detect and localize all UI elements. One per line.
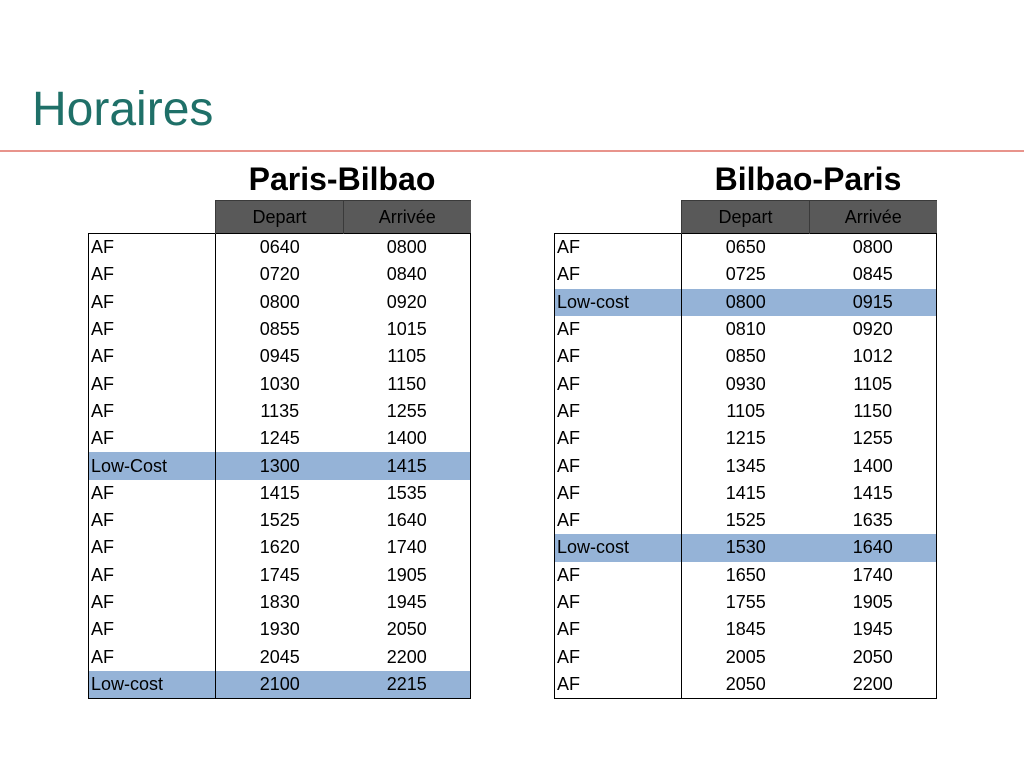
depart-time-cell: 0800: [259, 291, 300, 312]
table-row: [555, 589, 937, 616]
table-header-row: [89, 201, 471, 234]
carrier-cell: AF: [555, 616, 682, 643]
bilbao-paris-table: [554, 200, 937, 699]
bilbao-paris-heading: Bilbao-Paris: [714, 161, 902, 197]
table-row: [89, 671, 471, 699]
arrival-time-cell: 1400: [810, 452, 937, 479]
table-row: [89, 316, 471, 343]
table-row: [555, 671, 937, 699]
depart-time-cell: 0640: [216, 234, 344, 262]
carrier-cell: AF: [555, 562, 682, 589]
arrival-time-cell: 1012: [810, 343, 937, 370]
table-row: [555, 398, 937, 425]
carrier-column-header: [89, 201, 216, 234]
table-header-row: [555, 201, 937, 234]
depart-time-cell: 1525: [725, 510, 766, 531]
carrier-cell: Low-Cost: [89, 452, 216, 479]
carrier-cell: Low-cost: [89, 671, 216, 699]
depart-time-cell: 2005: [725, 646, 766, 667]
depart-time-cell: 0930: [725, 373, 766, 394]
depart-time-cell: 1135: [260, 400, 300, 421]
depart-time-cell: 2050: [682, 671, 810, 699]
table-row: [89, 507, 471, 534]
table-row: [555, 643, 937, 670]
carrier-cell: AF: [555, 425, 682, 452]
table-row: [555, 507, 937, 534]
carrier-cell: AF: [89, 316, 216, 343]
arrivee-column-header: Arrivée: [344, 201, 471, 234]
table-row: [89, 562, 471, 589]
arrival-time-cell: 0920: [810, 316, 937, 343]
carrier-cell: AF: [555, 452, 682, 479]
carrier-cell: AF: [555, 589, 682, 616]
depart-time-cell: 1245: [259, 428, 300, 449]
depart-time-cell: 1650: [725, 564, 766, 585]
depart-time-cell: 1415: [725, 482, 766, 503]
table-row: [555, 616, 937, 643]
depart-time-cell: 1105: [726, 400, 766, 421]
table-row: [89, 261, 471, 288]
table-row: [555, 534, 937, 561]
arrival-time-cell: 0840: [344, 261, 471, 288]
carrier-cell: AF: [89, 425, 216, 452]
depart-time-cell: 2045: [259, 646, 300, 667]
arrival-time-cell: 1150: [810, 398, 937, 425]
title-divider: [0, 150, 1024, 152]
table-row: [89, 398, 471, 425]
table-row: [555, 343, 937, 370]
arrival-time-cell: 2200: [344, 643, 471, 670]
table-row: [89, 534, 471, 561]
arrival-time-cell: 1740: [810, 562, 937, 589]
depart-time-cell: 1030: [259, 373, 300, 394]
depart-time-cell: 1345: [725, 455, 766, 476]
arrival-time-cell: 2050: [344, 616, 471, 643]
carrier-cell: AF: [555, 316, 682, 343]
arrival-time-cell: 1905: [810, 589, 937, 616]
carrier-cell: Low-cost: [555, 289, 682, 316]
arrival-time-cell: 1015: [344, 316, 471, 343]
carrier-cell: AF: [555, 643, 682, 670]
arrival-time-cell: 1415: [810, 480, 937, 507]
table-row: [555, 370, 937, 397]
arrival-time-cell: 1415: [344, 452, 471, 479]
table-row: [89, 370, 471, 397]
carrier-cell: AF: [555, 507, 682, 534]
carrier-cell: AF: [89, 534, 216, 561]
arrival-time-cell: 1945: [810, 616, 937, 643]
depart-time-cell: 1830: [259, 592, 300, 612]
depart-time-cell: 1620: [259, 537, 300, 558]
carrier-cell: Low-cost: [555, 534, 682, 561]
table-row: [555, 480, 937, 507]
arrival-time-cell: 1150: [344, 370, 471, 397]
table-row: [89, 480, 471, 507]
carrier-cell: AF: [89, 507, 216, 534]
depart-column-header: Depart: [216, 201, 344, 234]
depart-time-cell: 0945: [259, 346, 300, 367]
slide-title: Horaires: [32, 83, 214, 136]
carrier-column-header: [555, 201, 682, 234]
carrier-cell: AF: [89, 398, 216, 425]
carrier-cell: AF: [555, 234, 682, 262]
carrier-cell: AF: [89, 616, 216, 643]
table-row: [89, 289, 471, 316]
depart-time-cell: 0800: [682, 289, 810, 316]
table-row: [555, 261, 937, 288]
table-row: [89, 425, 471, 452]
arrival-time-cell: 1640: [810, 534, 937, 561]
depart-time-cell: 0855: [259, 319, 300, 340]
table-row: [89, 616, 471, 643]
carrier-cell: AF: [89, 643, 216, 670]
carrier-cell: AF: [89, 289, 216, 316]
depart-time-cell: 1755: [725, 592, 766, 612]
depart-time-cell: 2100: [216, 671, 344, 699]
carrier-cell: AF: [89, 343, 216, 370]
arrival-time-cell: 0920: [344, 289, 471, 316]
arrival-time-cell: 1255: [810, 425, 937, 452]
depart-time-cell: 1530: [682, 534, 810, 561]
table-row: [89, 589, 471, 616]
depart-time-cell: 1525: [259, 510, 300, 531]
carrier-cell: AF: [89, 261, 216, 288]
table-row: [555, 425, 937, 452]
arrival-time-cell: 2200: [810, 671, 937, 699]
arrival-time-cell: 2050: [810, 643, 937, 670]
depart-time-cell: 1415: [259, 482, 300, 503]
arrival-time-cell: 1640: [344, 507, 471, 534]
arrival-time-cell: 0800: [810, 234, 937, 262]
arrival-time-cell: 2215: [344, 671, 471, 699]
depart-time-cell: 1745: [259, 564, 300, 585]
carrier-cell: AF: [555, 398, 682, 425]
table-row: [555, 452, 937, 479]
table-row: [89, 343, 471, 370]
paris-bilbao-heading: Paris-Bilbao: [248, 161, 436, 197]
carrier-cell: AF: [555, 343, 682, 370]
table-row: [89, 234, 471, 262]
arrival-time-cell: 1400: [344, 425, 471, 452]
arrival-time-cell: 1905: [344, 562, 471, 589]
arrival-time-cell: 1945: [344, 589, 471, 616]
arrival-time-cell: 1635: [810, 507, 937, 534]
carrier-cell: AF: [555, 370, 682, 397]
table-row: [89, 452, 471, 479]
carrier-cell: AF: [89, 480, 216, 507]
depart-time-cell: 1300: [216, 452, 344, 479]
table-row: [89, 643, 471, 670]
arrival-time-cell: 1105: [344, 343, 471, 370]
depart-column-header: Depart: [682, 201, 810, 234]
arrival-time-cell: 0800: [344, 234, 471, 262]
carrier-cell: AF: [555, 261, 682, 288]
depart-time-cell: 0650: [682, 234, 810, 262]
table-row: [555, 316, 937, 343]
arrival-time-cell: 0845: [810, 261, 937, 288]
arrivee-column-header: Arrivée: [810, 201, 937, 234]
depart-time-cell: 0810: [725, 319, 766, 340]
arrival-time-cell: 1105: [810, 370, 937, 397]
arrival-time-cell: 1255: [344, 398, 471, 425]
carrier-cell: AF: [89, 234, 216, 262]
carrier-cell: AF: [89, 562, 216, 589]
table-row: [555, 234, 937, 262]
depart-time-cell: 1930: [259, 619, 300, 640]
depart-time-cell: 0725: [725, 264, 766, 285]
table-row: [555, 562, 937, 589]
depart-time-cell: 1845: [725, 619, 766, 640]
carrier-cell: AF: [89, 589, 216, 616]
carrier-cell: AF: [555, 480, 682, 507]
arrival-time-cell: 0915: [810, 289, 937, 316]
depart-time-cell: 1215: [725, 428, 766, 449]
depart-time-cell: 0850: [725, 346, 766, 367]
depart-time-cell: 0720: [259, 264, 300, 285]
carrier-cell: AF: [555, 671, 682, 699]
paris-bilbao-table: [88, 200, 471, 699]
arrival-time-cell: 1535: [344, 480, 471, 507]
carrier-cell: AF: [89, 370, 216, 397]
arrival-time-cell: 1740: [344, 534, 471, 561]
table-row: [555, 289, 937, 316]
